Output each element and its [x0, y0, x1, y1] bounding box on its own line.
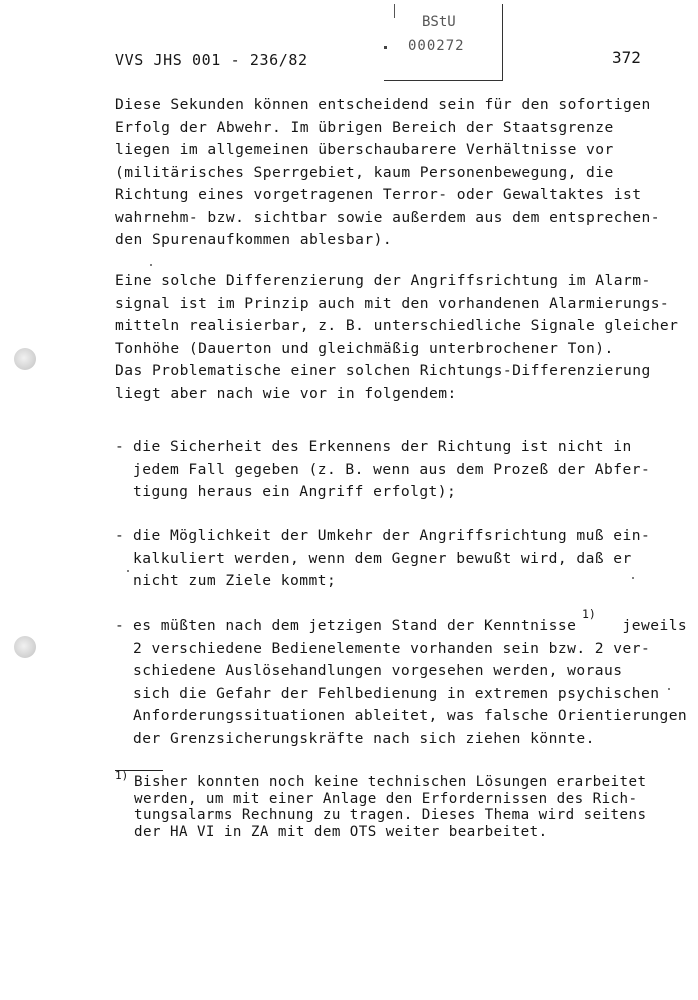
footnote-line: der HA VI in ZA mit dem OTS weiter bearbeitet.	[134, 823, 548, 840]
bullet-item-1	[133, 436, 693, 504]
text-line: wahrnehm- bzw. sichtbar sowie außerdem aus dem entsprechen-	[115, 208, 660, 226]
paragraph-1	[115, 94, 690, 252]
footnote-text	[134, 774, 647, 840]
document-reference: VVS JHS 001 - 236/82	[115, 51, 308, 69]
punch-hole-top	[14, 348, 36, 370]
footnote-line: tungsalarms Rechnung zu tragen. Dieses Thema wird seitens	[134, 807, 647, 823]
footnote-line: Bisher konnten noch keine technischen Lösungen erarbeitet	[134, 774, 647, 790]
stamp-number: 000272	[408, 38, 465, 54]
stamp-agency: BStU	[422, 14, 456, 30]
scan-speck	[668, 688, 670, 690]
text-line: kalkuliert werden, wenn dem Gegner bewußt wird, daß er	[133, 549, 632, 567]
text-line: nicht zum Ziele kommt;	[133, 572, 337, 589]
text-line: tigung heraus ein Angriff erfolgt);	[133, 483, 457, 500]
text-line: die Sicherheit des Erkennens der Richtung ist nicht in	[133, 438, 632, 455]
page-number: 372	[612, 48, 641, 67]
text-line: Tonhöhe (Dauerton und gleichmäßig unterbrochener Ton).	[115, 339, 614, 357]
text-line: signal ist im Prinzip auch mit den vorhandenen Alarmierungs-	[115, 294, 670, 312]
text-line: (militärisches Sperrgebiet, kaum Personenbewegung, die	[115, 163, 614, 181]
scan-speck	[632, 577, 634, 579]
stamp-mark	[394, 4, 395, 18]
footnote-line: werden, um mit einer Anlage den Erfordernissen des Rich-	[134, 790, 638, 807]
archive-stamp	[384, 4, 503, 81]
bullet-marker: -	[115, 617, 124, 634]
bullet-item-3	[133, 615, 693, 750]
text-line: mitteln realisierbar, z. B. unterschiedliche Signale gleicher	[115, 317, 679, 334]
scan-speck	[150, 264, 152, 266]
punch-hole-bottom	[14, 636, 36, 658]
text-line: jedem Fall gegeben (z. B. wenn aus dem Prozeß der Abfer-	[133, 460, 651, 478]
text-line: es müßten nach dem jetzigen Stand der Kenntnisse jeweils	[133, 617, 688, 634]
text-line: den Spurenaufkommen ablesbar).	[115, 231, 393, 248]
text-line: liegen im allgemeinen überschaubarere Verhältnisse vor	[115, 141, 614, 158]
text-line: 2 verschiedene Bedienelemente vorhanden sein bzw. 2 ver-	[133, 639, 651, 657]
text-line: Das Problematische einer solchen Richtungs-Differenzierung	[115, 362, 651, 379]
text-line: Eine solche Differenzierung der Angriffsrichtung im Alarm-	[115, 272, 651, 289]
text-line: die Möglichkeit der Umkehr der Angriffsrichtung muß ein-	[133, 527, 651, 544]
text-line: der Grenzsicherungskräfte nach sich ziehen könnte.	[133, 729, 595, 747]
footnote-reference: 1)	[582, 607, 596, 621]
text-line: liegt aber nach wie vor in folgendem:	[115, 384, 457, 402]
paragraph-2	[115, 270, 690, 405]
footnote-marker: 1)	[115, 769, 129, 782]
text-line: Diese Sekunden können entscheidend sein für den sofortigen	[115, 96, 651, 113]
scan-speck	[127, 570, 129, 572]
text-line: Erfolg der Abwehr. Im übrigen Bereich der Staatsgrenze	[115, 118, 614, 136]
bullet-item-2	[133, 525, 693, 593]
text-line: schiedene Auslösehandlungen vorgesehen werden, woraus	[133, 662, 623, 679]
stamp-dot	[384, 46, 387, 49]
bullet-marker: -	[115, 527, 124, 544]
text-line: Anforderungssituationen ableitet, was falsche Orientierungen	[133, 707, 688, 724]
text-line: Richtung eines vorgetragenen Terror- oder Gewaltaktes ist	[115, 186, 642, 203]
bullet-marker: -	[115, 438, 124, 455]
text-line: sich die Gefahr der Fehlbedienung in extremen psychischen	[133, 684, 660, 702]
